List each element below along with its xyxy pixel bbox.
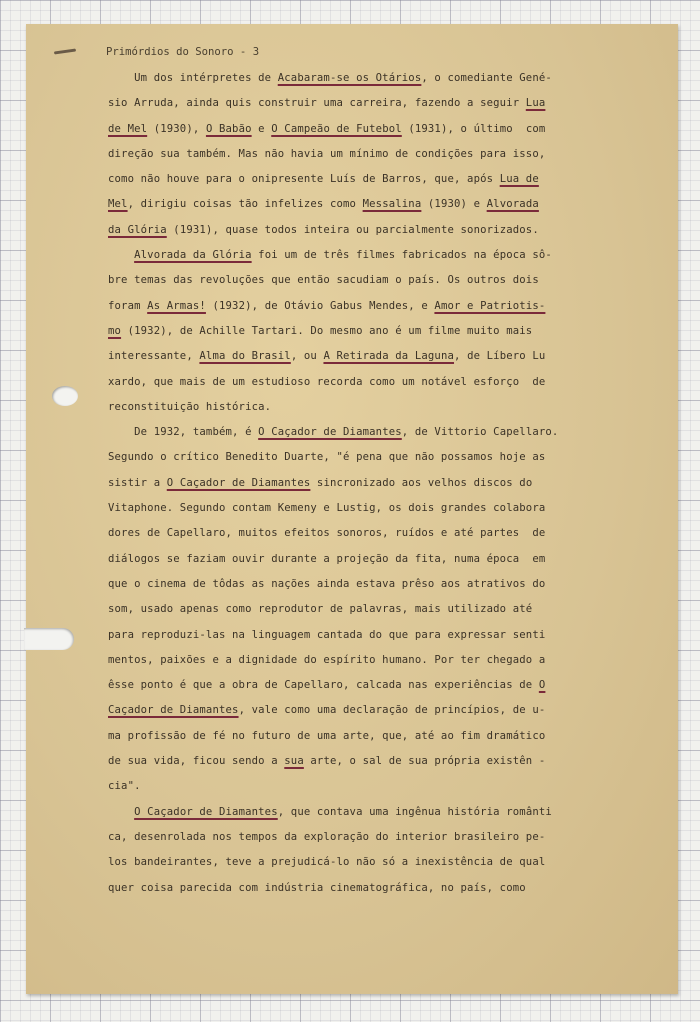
text-segment: e: [251, 122, 272, 135]
text-segment: , que contava uma ingênua história românti: [277, 805, 552, 818]
underlined-title: O: [538, 679, 546, 692]
text-segment: (1932), de Otávio Gabus Mendes, e: [205, 299, 435, 312]
text-segment: los bandeirantes, teve a prejudicá-lo não só a inexistência de qual: [108, 856, 546, 869]
text-line: [108, 724, 636, 749]
underlined-title: Lua: [525, 97, 546, 110]
text-segment: (1930) e: [421, 198, 487, 211]
underlined-title: Acabaram-se os Otários: [277, 72, 422, 84]
text-segment: [108, 249, 134, 261]
text-segment: Segundo o crítico Benedito Duarte, "é pena que não possamos hoje as: [108, 451, 546, 464]
torn-notch: [24, 628, 74, 650]
text-line: [108, 547, 636, 572]
text-segment: sio Arruda, ainda quis construir uma carreira, fazendo a seguir: [108, 97, 526, 110]
underlined-title: O Babão: [205, 122, 252, 135]
text-segment: sistir a: [108, 476, 167, 489]
text-line: [108, 749, 636, 774]
text-line: [108, 268, 636, 293]
text-line: [108, 344, 636, 369]
text-line: [108, 243, 636, 268]
text-line: [108, 218, 636, 243]
underlined-title: mo: [108, 324, 122, 337]
underlined-title: de Mel: [108, 122, 148, 135]
text-line: [108, 167, 636, 192]
text-segment: , ou: [290, 350, 324, 363]
text-line: [108, 876, 636, 901]
text-segment: (1932), de Achille Tartari. Do mesmo ano é um filme muito mais: [121, 324, 533, 337]
underlined-title: Alvorada: [486, 198, 539, 211]
text-line: [108, 395, 636, 420]
text-segment: ca, desenrolada nos tempos da exploração do interior brasileiro pe-: [108, 830, 546, 843]
text-segment: , o comediante Gené-: [421, 72, 552, 84]
underlined-title: Alma do Brasil: [199, 350, 291, 363]
text-line: [108, 192, 636, 217]
text-segment: foi um de três filmes fabricados na época sô-: [251, 249, 552, 262]
text-segment: (1931), quase todos inteira ou parcialmente sonorizados.: [166, 223, 539, 236]
text-segment: Um dos intérpretes de: [108, 72, 278, 84]
text-line: [108, 572, 636, 597]
text-segment: interessante,: [108, 350, 200, 363]
underlined-title: sua: [284, 755, 304, 768]
text-segment: diálogos se faziam ouvir durante a projeção da fita, numa época em: [108, 552, 546, 565]
text-line: [108, 66, 636, 91]
text-segment: mentos, paixões e a dignidade do espírito humano. Por ter chegado a: [108, 653, 546, 666]
text-line: [108, 673, 636, 698]
text-segment: como não houve para o onipresente Luís de Barros, que, após: [108, 173, 500, 186]
text-segment: foram: [108, 299, 148, 312]
text-segment: para reproduzi-las na linguagem cantada do que para expressar senti: [108, 628, 546, 641]
text-segment: ma profissão de fé no futuro de uma arte, que, até ao fim dramático: [108, 729, 546, 742]
text-line: [108, 294, 636, 319]
text-line: [108, 445, 636, 470]
text-segment: cia".: [108, 780, 141, 793]
text-segment: êsse ponto é que a obra de Capellaro, calcada nas experiências de: [108, 679, 539, 692]
text-segment: Vitaphone. Segundo contam Kemeny e Lustig, os dois grandes colabora: [108, 502, 546, 515]
underlined-title: O Caçador de Diamantes: [134, 805, 278, 818]
text-line: [108, 420, 636, 445]
underlined-title: O Caçador de Diamantes: [258, 426, 402, 439]
pen-mark: [54, 48, 76, 54]
text-line: [108, 142, 636, 167]
page-header: Primórdios do Sonoro - 3: [106, 46, 260, 58]
underlined-title: Amor e Patriotis-: [434, 299, 546, 312]
text-line: [108, 825, 636, 850]
text-segment: de sua vida, ficou sendo a: [108, 755, 285, 768]
text-segment: que o cinema de tôdas as nações ainda estava prêso aos atrativos do: [108, 577, 546, 590]
underlined-title: Messalina: [362, 198, 422, 211]
text-line: [108, 91, 636, 116]
text-segment: [108, 806, 134, 818]
text-segment: , vale como uma declaração de princípios, de u-: [238, 704, 546, 717]
typewritten-page: [26, 24, 678, 994]
text-line: [108, 800, 636, 825]
text-segment: (1931), o último com: [401, 122, 546, 135]
text-segment: bre temas das revoluções que então sacudiam o país. Os outros dois: [108, 274, 539, 287]
text-segment: , dirigiu coisas tão infelizes como: [127, 198, 363, 211]
underlined-title: Mel: [108, 198, 128, 211]
underlined-title: O Campeão de Futebol: [271, 122, 402, 135]
text-line: [108, 117, 636, 142]
text-line: [108, 370, 636, 395]
text-segment: reconstituição histórica.: [108, 400, 272, 413]
text-segment: sincronizado aos velhos discos do: [310, 476, 533, 489]
text-line: [108, 623, 636, 648]
text-segment: , de Vittorio Capellaro.: [401, 426, 559, 439]
underlined-title: Lua de: [499, 173, 539, 186]
text-line: [108, 774, 636, 799]
text-line: [108, 496, 636, 521]
text-line: [108, 597, 636, 622]
text-segment: De 1932, também, é: [108, 426, 259, 439]
underlined-title: O Caçador de Diamantes: [166, 476, 311, 489]
underlined-title: As Armas!: [147, 299, 206, 312]
text-line: [108, 471, 636, 496]
text-segment: direção sua também. Mas não havia um mínimo de condições para isso,: [108, 147, 546, 160]
text-segment: xardo, que mais de um estudioso recorda como um notável esforço de: [108, 375, 546, 388]
text-segment: som, usado apenas como reprodutor de palavras, mais utilizado até: [108, 603, 533, 616]
text-line: [108, 850, 636, 875]
text-line: [108, 319, 636, 344]
underlined-title: Caçador de Diamantes: [108, 704, 239, 717]
punch-hole: [52, 386, 78, 406]
text-segment: (1930),: [147, 122, 206, 135]
underlined-title: Alvorada da Glória: [134, 249, 252, 262]
text-segment: dores de Capellaro, muitos efeitos sonoros, ruídos e até partes de: [108, 527, 546, 540]
text-line: [108, 521, 636, 546]
underlined-title: A Retirada da Laguna: [323, 350, 455, 363]
underlined-title: da Glória: [108, 223, 167, 236]
text-segment: quer coisa parecida com indústria cinematográfica, no país, como: [108, 881, 526, 894]
text-line: [108, 648, 636, 673]
body-text: [108, 66, 636, 901]
text-segment: arte, o sal de sua própria existên -: [303, 755, 546, 768]
text-line: [108, 698, 636, 723]
text-segment: , de Líbero Lu: [454, 350, 546, 363]
